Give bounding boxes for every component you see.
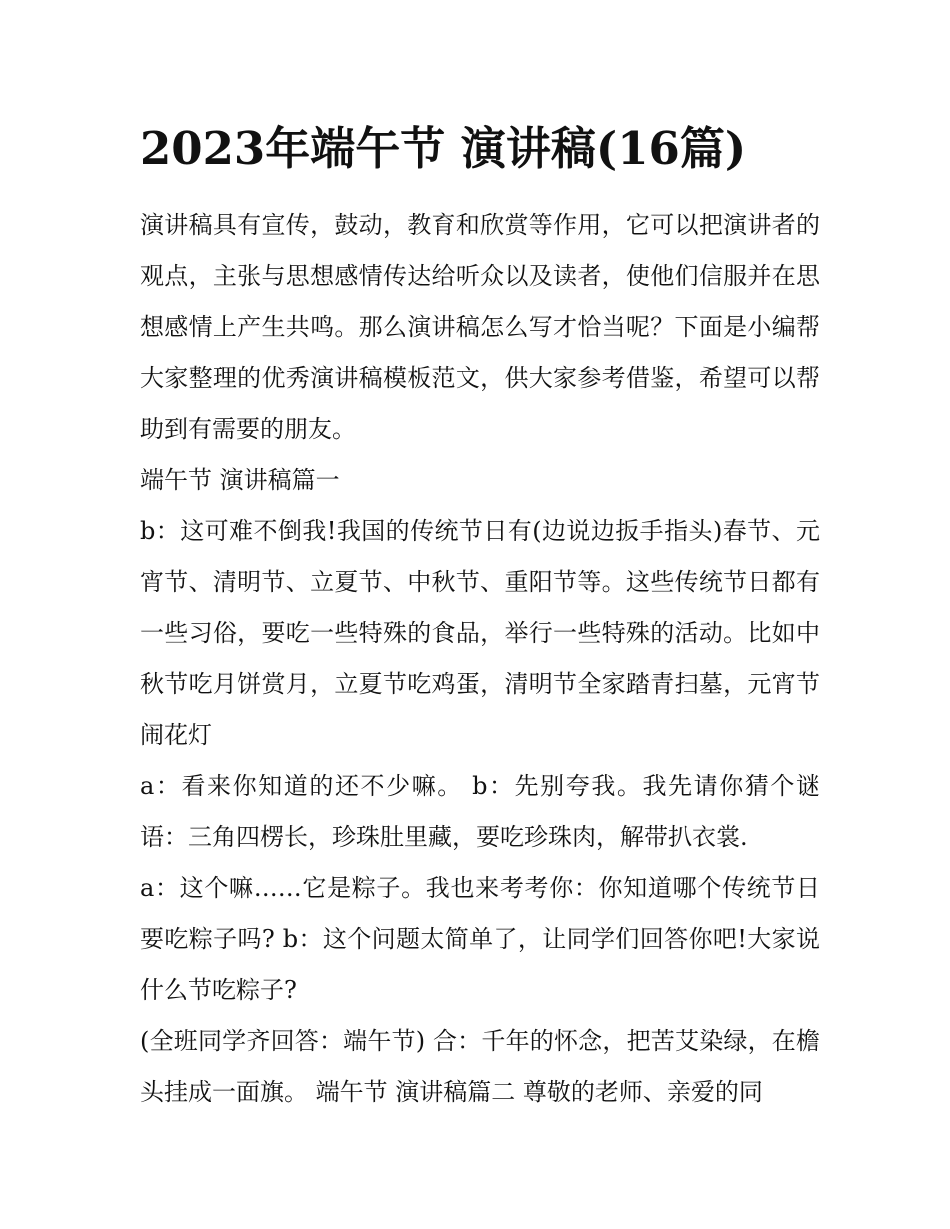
- dialogue-paragraph: a：这个嘛……它是粽子。我也来考考你：你知道哪个传统节日要吃粽子吗? b：这个问题太简单了，让同学们回答你吧!大家说什么节吃粽子?: [140, 874, 820, 1004]
- section-heading-one: 端午节 演讲稿篇一: [140, 466, 340, 494]
- document-page: [140, 118, 820, 1118]
- document-title: 2023年端午节 演讲稿(16篇): [140, 122, 747, 175]
- dialogue-paragraph: a：看来你知道的还不少嘛。 b：先别夸我。我先请你猜个谜语：三角四楞长，珍珠肚里藏，要吃珍珠肉，解带扒衣裳.: [140, 772, 820, 851]
- dialogue-paragraph: (全班同学齐回答：端午节) 合：千年的怀念，把苦艾染绿，在檐头挂成一面旗。 端午节 演讲稿篇二 尊敬的老师、亲爱的同: [140, 1027, 820, 1106]
- intro-paragraph: 演讲稿具有宣传，鼓动，教育和欣赏等作用，它可以把演讲者的观点，主张与思想感情传达给听众以及读者，使他们信服并在思想感情上产生共鸣。那么演讲稿怎么写才恰当呢？下面是小编帮大家整理的优秀演讲稿模板范文，供大家参考借鉴，希望可以帮助到有需要的朋友。: [140, 211, 820, 443]
- dialogue-paragraph: b：这可难不倒我!我国的传统节日有(边说边扳手指头)春节、元宵节、清明节、立夏节、中秋节、重阳节等。这些传统节日都有一些习俗，要吃一些特殊的食品，举行一些特殊的活动。比如中秋节吃月饼赏月，立夏节吃鸡蛋，清明节全家踏青扫墓，元宵节闹花灯: [140, 517, 820, 749]
